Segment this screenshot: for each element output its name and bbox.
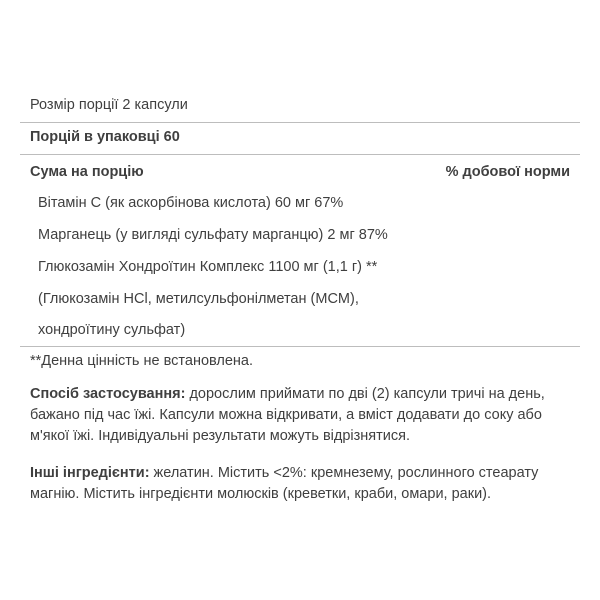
ingredient-row: (Глюкозамін HCl, метилсульфонілметан (MCM), <box>38 291 359 307</box>
ingredient-row: Глюкозамін Хондроїтин Комплекс 1100 мг (1,1 г) ** <box>38 259 378 275</box>
divider-top <box>20 122 580 123</box>
daily-value-label: % добової норми <box>445 164 570 180</box>
directions-text: дорослим приймати по дві (2) капсули тричі на день, бажано під час їжі. Капсули можна відкривати, а вміст додавати до соку або м'якої їжі. Індивідуальні результати можуть відрізнятися. <box>30 386 545 444</box>
ingredient-row: Вітамін С (як аскорбінова кислота) 60 мг 67% <box>38 195 344 211</box>
serving-size: Розмір порції 2 капсули <box>30 97 188 113</box>
ingredient-row: хондроїтину сульфат) <box>38 322 186 338</box>
directions-label: Спосіб застосування: <box>30 386 186 402</box>
amount-header-row <box>30 163 570 181</box>
other-ingredients-paragraph <box>30 463 575 505</box>
daily-value-footnote: **Денна цінність не встановлена. <box>30 353 254 369</box>
amount-per-serving-label: Сума на порцію <box>30 164 144 180</box>
ingredient-row: Марганець (у вигляді сульфату марганцю) 2 мг 87% <box>38 227 388 243</box>
servings-per-container: Порцій в упаковці 60 <box>30 129 180 145</box>
other-ingredients-label: Інші інгредієнти: <box>30 465 150 481</box>
directions-paragraph <box>30 384 575 447</box>
other-ingredients-text: желатин. Містить <2%: кремнезему, рослинного стеарату магнію. Містить інгредієнти молюсків (креветки, краби, омари, раки). <box>30 465 539 502</box>
divider-header <box>20 154 580 155</box>
divider-bottom <box>20 346 580 347</box>
